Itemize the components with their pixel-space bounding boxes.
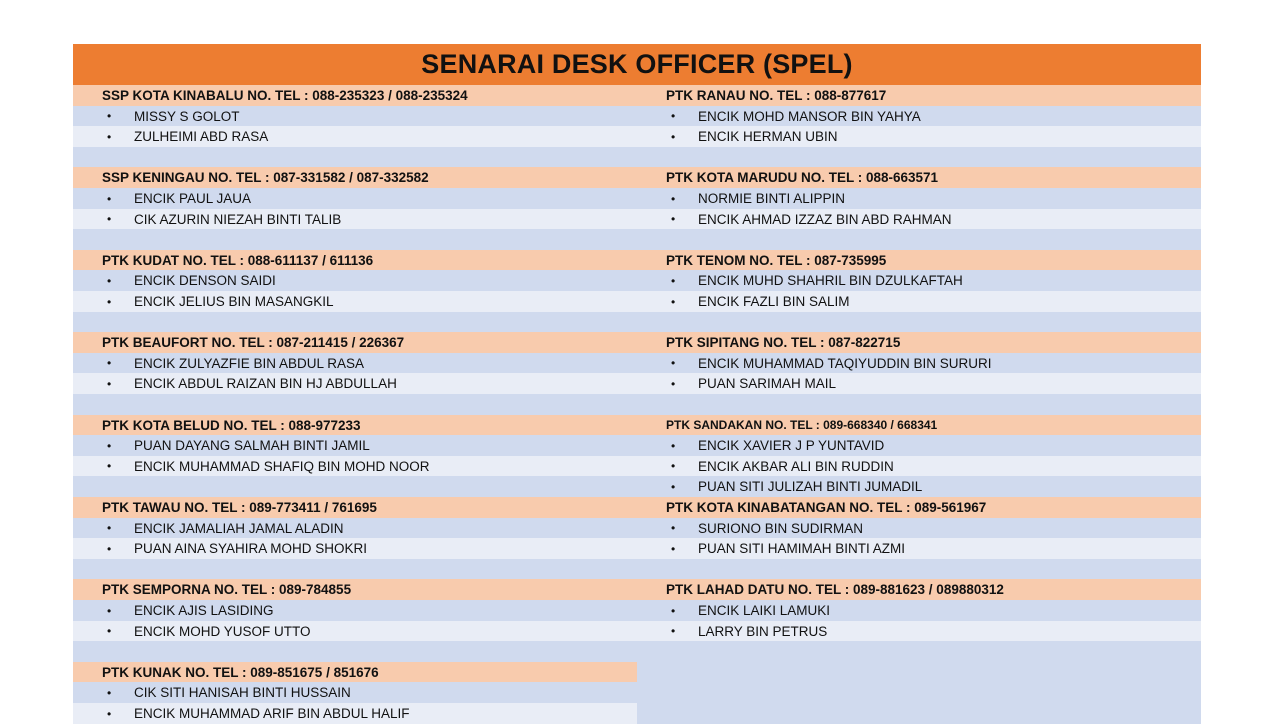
- officer-item: [637, 270, 1201, 291]
- officer-item: [637, 456, 1201, 477]
- officer-item: [637, 600, 1201, 621]
- table-row: [73, 270, 1201, 291]
- table-row: [73, 147, 1201, 168]
- table-row: [73, 167, 1201, 188]
- empty-cell: [73, 312, 637, 333]
- officer-name: PUAN SARIMAH MAIL: [698, 376, 837, 392]
- officer-name: PUAN AINA SYAHIRA MOHD SHOKRI: [134, 541, 368, 557]
- officer-name: CIK SITI HANISAH BINTI HUSSAIN: [134, 685, 351, 701]
- bullet-icon: •: [107, 109, 112, 124]
- officer-item: [73, 456, 637, 477]
- officer-name: ENCIK JAMALIAH JAMAL ALADIN: [134, 520, 344, 536]
- table-row: [73, 106, 1201, 127]
- officer-item: [637, 209, 1201, 230]
- officer-item: [637, 188, 1201, 209]
- officer-name: ENCIK ABDUL RAIZAN BIN HJ ABDULLAH: [134, 376, 397, 392]
- officer-item: [73, 106, 637, 127]
- bullet-icon: •: [671, 541, 676, 556]
- officer-name: ENCIK LAIKI LAMUKI: [698, 603, 831, 618]
- office-header: SSP KOTA KINABALU NO. TEL : 088-235323 / 088-235324: [73, 85, 637, 106]
- officer-name: NORMIE BINTI ALIPPIN: [698, 191, 846, 206]
- office-header: PTK SANDAKAN NO. TEL : 089-668340 / 668341: [637, 415, 1201, 436]
- table-row: [73, 435, 1201, 456]
- bullet-icon: •: [671, 273, 676, 288]
- empty-cell: [637, 559, 1201, 580]
- officer-name: ZULHEIMI ABD RASA: [134, 129, 269, 145]
- bullet-icon: •: [107, 212, 112, 227]
- officer-name: ENCIK JELIUS BIN MASANGKIL: [134, 294, 334, 309]
- desk-officer-table: [73, 85, 1201, 720]
- table-row: [73, 85, 1201, 106]
- table-row: [73, 682, 1201, 703]
- officer-name: ENCIK HERMAN UBIN: [698, 129, 838, 145]
- bullet-icon: •: [671, 129, 676, 144]
- table-row: [73, 621, 1201, 642]
- table-row: [73, 641, 1201, 662]
- table-row: [73, 415, 1201, 436]
- bullet-icon: •: [107, 603, 112, 618]
- table-row: [73, 497, 1201, 518]
- officer-item: [637, 538, 1201, 559]
- bullet-icon: •: [671, 109, 676, 124]
- officer-name: ENCIK MUHAMMAD SHAFIQ BIN MOHD NOOR: [134, 458, 430, 474]
- bullet-icon: •: [671, 294, 676, 309]
- table-row: [73, 209, 1201, 230]
- office-header: PTK KUNAK NO. TEL : 089-851675 / 851676: [73, 662, 637, 683]
- officer-name: ENCIK MOHD YUSOF UTTO: [134, 623, 311, 639]
- officer-name: LARRY BIN PETRUS: [698, 623, 828, 639]
- table-row: [73, 518, 1201, 539]
- table-row: [73, 600, 1201, 621]
- officer-name: ENCIK AKBAR ALI BIN RUDDIN: [698, 458, 894, 474]
- table-row: [73, 188, 1201, 209]
- table-row: [73, 353, 1201, 374]
- empty-cell: [73, 147, 637, 168]
- office-header: PTK KOTA BELUD NO. TEL : 088-977233: [73, 415, 637, 436]
- bullet-icon: •: [107, 376, 112, 391]
- officer-item: [73, 538, 637, 559]
- empty-cell: [637, 703, 1201, 724]
- bullet-icon: •: [107, 438, 112, 453]
- bullet-icon: •: [671, 459, 676, 474]
- bullet-icon: •: [671, 479, 676, 494]
- empty-cell: [637, 312, 1201, 333]
- officer-item: [637, 291, 1201, 312]
- officer-name: ENCIK AJIS LASIDING: [134, 603, 274, 618]
- empty-cell: [637, 147, 1201, 168]
- officer-item: [73, 270, 637, 291]
- table-row: [73, 229, 1201, 250]
- office-header: PTK SEMPORNA NO. TEL : 089-784855: [73, 579, 637, 600]
- table-row: [73, 126, 1201, 147]
- office-header: PTK KOTA MARUDU NO. TEL : 088-663571: [637, 167, 1201, 188]
- bullet-icon: •: [671, 376, 676, 391]
- bullet-icon: •: [107, 129, 112, 144]
- officer-item: [637, 621, 1201, 642]
- bullet-icon: •: [107, 521, 112, 536]
- officer-item: [637, 476, 1201, 497]
- bullet-icon: •: [671, 212, 676, 227]
- empty-cell: [73, 476, 637, 497]
- bullet-icon: •: [671, 603, 676, 618]
- bullet-icon: •: [107, 191, 112, 206]
- officer-name: ENCIK MUHAMMAD TAQIYUDDIN BIN SURURI: [698, 355, 992, 371]
- officer-item: [637, 126, 1201, 147]
- office-header: PTK TENOM NO. TEL : 087-735995: [637, 250, 1201, 271]
- bullet-icon: •: [107, 273, 112, 288]
- officer-item: [73, 291, 637, 312]
- office-header: PTK KOTA KINABATANGAN NO. TEL : 089-561967: [637, 497, 1201, 518]
- officer-name: MISSY S GOLOT: [134, 108, 240, 124]
- officer-item: [637, 435, 1201, 456]
- table-row: [73, 250, 1201, 271]
- bullet-icon: •: [671, 191, 676, 206]
- officer-item: [73, 518, 637, 539]
- table-row: [73, 312, 1201, 333]
- officer-item: [73, 209, 637, 230]
- empty-cell: [637, 682, 1201, 703]
- empty-cell: [73, 559, 637, 580]
- bullet-icon: •: [671, 438, 676, 453]
- office-header: PTK SIPITANG NO. TEL : 087-822715: [637, 332, 1201, 353]
- officer-item: [637, 106, 1201, 127]
- officer-item: [637, 518, 1201, 539]
- officer-name: PUAN DAYANG SALMAH BINTI JAMIL: [134, 438, 370, 454]
- empty-cell: [73, 394, 637, 415]
- officer-item: [73, 126, 637, 147]
- bullet-icon: •: [107, 685, 112, 700]
- office-header: PTK RANAU NO. TEL : 088-877617: [637, 85, 1201, 106]
- officer-name: SURIONO BIN SUDIRMAN: [698, 520, 864, 536]
- officer-name: ENCIK PAUL JAUA: [134, 191, 252, 206]
- table-row: [73, 662, 1201, 683]
- table-row: [73, 291, 1201, 312]
- bullet-icon: •: [107, 294, 112, 309]
- empty-cell: [637, 394, 1201, 415]
- bullet-icon: •: [671, 521, 676, 536]
- table-row: [73, 538, 1201, 559]
- officer-name: ENCIK DENSON SAIDI: [134, 273, 276, 289]
- bullet-icon: •: [107, 459, 112, 474]
- empty-cell: [637, 641, 1201, 662]
- officer-name: ENCIK MUHD SHAHRIL BIN DZULKAFTAH: [698, 273, 963, 289]
- office-header: PTK TAWAU NO. TEL : 089-773411 / 761695: [73, 497, 637, 518]
- bullet-icon: •: [107, 541, 112, 556]
- officer-name: ENCIK MOHD MANSOR BIN YAHYA: [698, 108, 921, 124]
- bullet-icon: •: [107, 624, 112, 639]
- empty-cell: [637, 229, 1201, 250]
- bullet-icon: •: [671, 356, 676, 371]
- officer-name: ENCIK FAZLI BIN SALIM: [698, 294, 850, 309]
- bullet-icon: •: [107, 356, 112, 371]
- officer-name: CIK AZURIN NIEZAH BINTI TALIB: [134, 211, 342, 227]
- office-header: PTK BEAUFORT NO. TEL : 087-211415 / 226367: [73, 332, 637, 353]
- officer-item: [637, 353, 1201, 374]
- officer-item: [73, 353, 637, 374]
- officer-item: [73, 703, 637, 724]
- office-header: PTK KUDAT NO. TEL : 088-611137 / 611136: [73, 250, 637, 271]
- officer-name: ENCIK MUHAMMAD ARIF BIN ABDUL HALIF: [134, 706, 410, 721]
- officer-name: ENCIK ZULYAZFIE BIN ABDUL RASA: [134, 355, 365, 371]
- officer-name: PUAN SITI JULIZAH BINTI JUMADIL: [698, 479, 923, 495]
- office-header: PTK LAHAD DATU NO. TEL : 089-881623 / 089880312: [637, 579, 1201, 600]
- bullet-icon: •: [107, 706, 112, 721]
- table-row: [73, 476, 1201, 497]
- officer-item: [73, 621, 637, 642]
- officer-item: [73, 682, 637, 703]
- table-row: [73, 456, 1201, 477]
- officer-item: [73, 435, 637, 456]
- office-header: SSP KENINGAU NO. TEL : 087-331582 / 087-332582: [73, 167, 637, 188]
- empty-cell: [637, 662, 1201, 683]
- officer-item: [637, 373, 1201, 394]
- officer-name: ENCIK AHMAD IZZAZ BIN ABD RAHMAN: [698, 211, 952, 227]
- empty-cell: [73, 229, 637, 250]
- officer-item: [73, 188, 637, 209]
- table-row: [73, 394, 1201, 415]
- officer-item: [73, 373, 637, 394]
- table-row: [73, 373, 1201, 394]
- officer-name: ENCIK XAVIER J P YUNTAVID: [698, 438, 885, 454]
- table-row: [73, 579, 1201, 600]
- table-row: [73, 332, 1201, 353]
- bullet-icon: •: [671, 624, 676, 639]
- table-row: [73, 703, 1201, 724]
- officer-item: [73, 600, 637, 621]
- officer-name: PUAN SITI HAMIMAH BINTI AZMI: [698, 541, 906, 557]
- empty-cell: [73, 641, 637, 662]
- slide: [73, 44, 1201, 720]
- table-row: [73, 559, 1201, 580]
- page-title: SENARAI DESK OFFICER (SPEL): [73, 44, 1201, 85]
